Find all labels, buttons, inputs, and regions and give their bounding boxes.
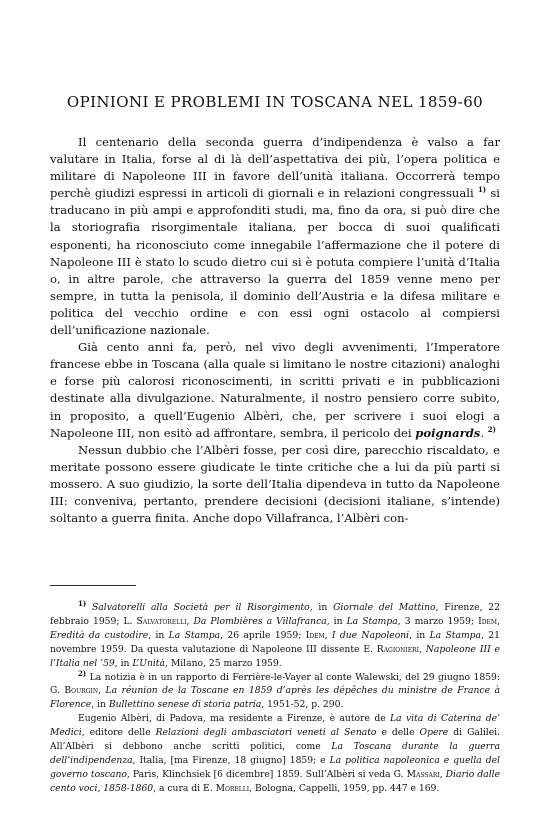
paragraph-3 (50, 442, 500, 527)
fn2-s6: Bullettino senese di storia patria (108, 699, 262, 711)
fn3-s4: Relazioni degli ambasciatori veneti al Senato (155, 727, 377, 739)
fn3-s3: , editore delle (81, 727, 156, 739)
fn1-s6: , (186, 615, 194, 627)
page-title: OPINIONI E PROBLEMI IN TOSCANA NEL 1859-60 (66, 93, 484, 111)
fn3-s2: La vita di Caterina de’ Medici (50, 713, 500, 739)
body-text (50, 134, 500, 527)
paragraph-2-text-b: . (480, 425, 485, 440)
fn1-s5: L. Salvatorelli (123, 615, 187, 627)
fn1-s22: , 21 novembre 1959. Da questa valutazione di Napoleone III dissente (50, 629, 500, 655)
fn1-s9: La Stampa (346, 615, 398, 627)
paragraph-2-italic-term: poignards (415, 425, 481, 440)
fn3-s12: G. Massari (393, 768, 440, 780)
fn1-s20: , in (409, 629, 430, 641)
fn3-s16: E. Morelli (203, 782, 250, 794)
paragraph-2-text-a: Già cento anni fa, però, nel vivo degli avvenimenti, l’Imperatore francese ebbe in Toscana (alla quale si limitano le nostre citazioni) analoghi e forse più calorosi riconoscimenti, in scritti privati e in pubblicazioni destinate alla divulgazione. Naturalmente, il nostro pensiero corre subito, in proposito, a quell’Eugenio Albèri, che, per scrivere i suoi elogi a Napoleone III, non esitò ad affrontare, sembra, il pericolo dei (50, 340, 500, 440)
fn1-s24: , (419, 643, 426, 655)
fn2-s1: La notizia è in un rapporto di Ferrière-le-Vayer al conte Walewski, del 29 giugno 1859: (89, 671, 500, 683)
fn1-s16: , 26 aprile 1959; (220, 629, 306, 641)
paragraph-1 (50, 134, 500, 339)
fn3-s11: , Paris, Klinchsiek [6 dicembre] 1859. Sull’Albèri si veda (126, 768, 394, 780)
paragraph-2 (50, 339, 500, 442)
fn3-s10: La politica napoleonica e quella del governo toscano (50, 754, 500, 780)
footnote-ref-1: 1) (477, 185, 487, 195)
fn1-s21: La Stampa (429, 629, 482, 641)
footnote-ref-2: 2) (487, 424, 496, 434)
fn1-s26: , in (114, 657, 133, 669)
fn2-s4: La réunion de la Toscane en 1859 d’après les dépêches du ministre de France à Florence (50, 685, 500, 711)
footnotes (50, 598, 501, 796)
fn1-s23: E. Ragionieri (363, 643, 420, 655)
paragraph-3-text: Nessun dubbio che l’Albèri fosse, per così dire, parecchio riscaldato, e meritate possono essere giudicate le tinte critiche che a lui da più parti si mossero. A suo giudizio, la sorte dell’Italia dipendeva in tutto da Napoleone III: conveniva, pertanto, prendere decisioni (decisioni italiane, s’intende) soltanto a guerra finita. Anche dopo Villafranca, l’Albèri con- (50, 442, 500, 526)
fn1-s18: , (324, 629, 332, 641)
fn1-s12: , (497, 615, 500, 627)
fn1-s14: , in (148, 629, 169, 641)
fn1-s7: Da Plombières a Villafranca (193, 615, 327, 627)
fn1-s19: I due Napoleoni (331, 629, 410, 641)
fn3-s8: La Toscana durante la guerra dell’indipendenza (50, 741, 500, 766)
footnote-1-mark: 1) (78, 598, 87, 608)
fn2-s5: , in (91, 699, 109, 711)
fn3-s14: Diario dalle cento voci, 1858-1860 (50, 768, 501, 794)
fn1-s17: Idem (305, 629, 325, 641)
footnote-divider (50, 585, 136, 586)
fn1-s1: Salvatorelli alla Società per il Risorgimento (91, 602, 310, 613)
fn3-s13: , (439, 768, 446, 780)
fn2-s2: G. Bourgin (50, 685, 99, 697)
fn1-s15: La Stampa (168, 629, 221, 641)
fn3-s9: , Italia, [ma Firenze, 18 giugno] 1859; e (132, 754, 330, 766)
footnote-2 (50, 668, 500, 713)
footnote-2-mark: 2) (78, 668, 87, 678)
fn3-s7: di Galilei. All’Albèri si debbono anche scritti politici, come (50, 727, 500, 753)
fn3-s5: e delle (376, 727, 420, 739)
fn2-s3: , (98, 685, 106, 697)
paragraph-1-text-b: si traducano in più ampi e approfonditi studi, ma, fino da ora, si può dire che la storiografia risorgimentale italiana, per bocca di suoi qualificati esponenti, ha riconosciuto come innegabile l’affermazione che il potere di Napoleone III è stato lo scudo dietro cui si è potuta compiere l’unità d’Italia o, in altre parole, che attraverso la guerra del 1859 venne meno per sempre, in tutta la penisola, il dominio dell’Austria e la difesa militare e politica del vecchio ordine e con essi ogni ostacolo al compiersi dell’unificazione nazionale. (50, 186, 501, 338)
fn1-s10: , 3 marzo 1959; (397, 615, 479, 627)
fn3-s1: Eugenio Albèri, di Padova, ma residente a Firenze, è autore de (78, 713, 391, 725)
fn1-s8: , in (326, 615, 347, 627)
fn1-s11: Idem (478, 615, 498, 627)
footnote-3 (50, 712, 500, 795)
fn1-s2: , in (309, 602, 334, 613)
fn3-s15: , a cura di (153, 782, 204, 794)
fn1-s27: L’Unità (132, 657, 165, 669)
footnote-1 (50, 598, 500, 671)
fn3-s17: , Bologna, Cappelli, 1959, pp. 447 e 169. (249, 782, 440, 794)
fn1-s3: Giornale del Mattino (333, 602, 436, 613)
fn1-s4: , Firenze, 22 febbraio 1959; (50, 602, 500, 627)
fn1-s28: , Milano, 25 marzo 1959. (164, 657, 282, 669)
fn2-s7: , 1951-52, p. 290. (261, 699, 344, 711)
fn1-s13: Eredità da custodire (50, 629, 149, 641)
paragraph-1-text-a: Il centenario della seconda guerra d’indipendenza è valso a far valutare in Italia, forse al di là dell’aspettativa dei più, l’opera politica e militare di Napoleone III in favore dell’unità italiana. Occorrerà tempo perchè giudizi espressi in articoli di giornali e in relazioni congressuali (50, 135, 500, 201)
fn1-s25: Napoleone III e l’Italia nel ’59 (50, 643, 500, 669)
fn3-s6: Opere (419, 727, 449, 739)
